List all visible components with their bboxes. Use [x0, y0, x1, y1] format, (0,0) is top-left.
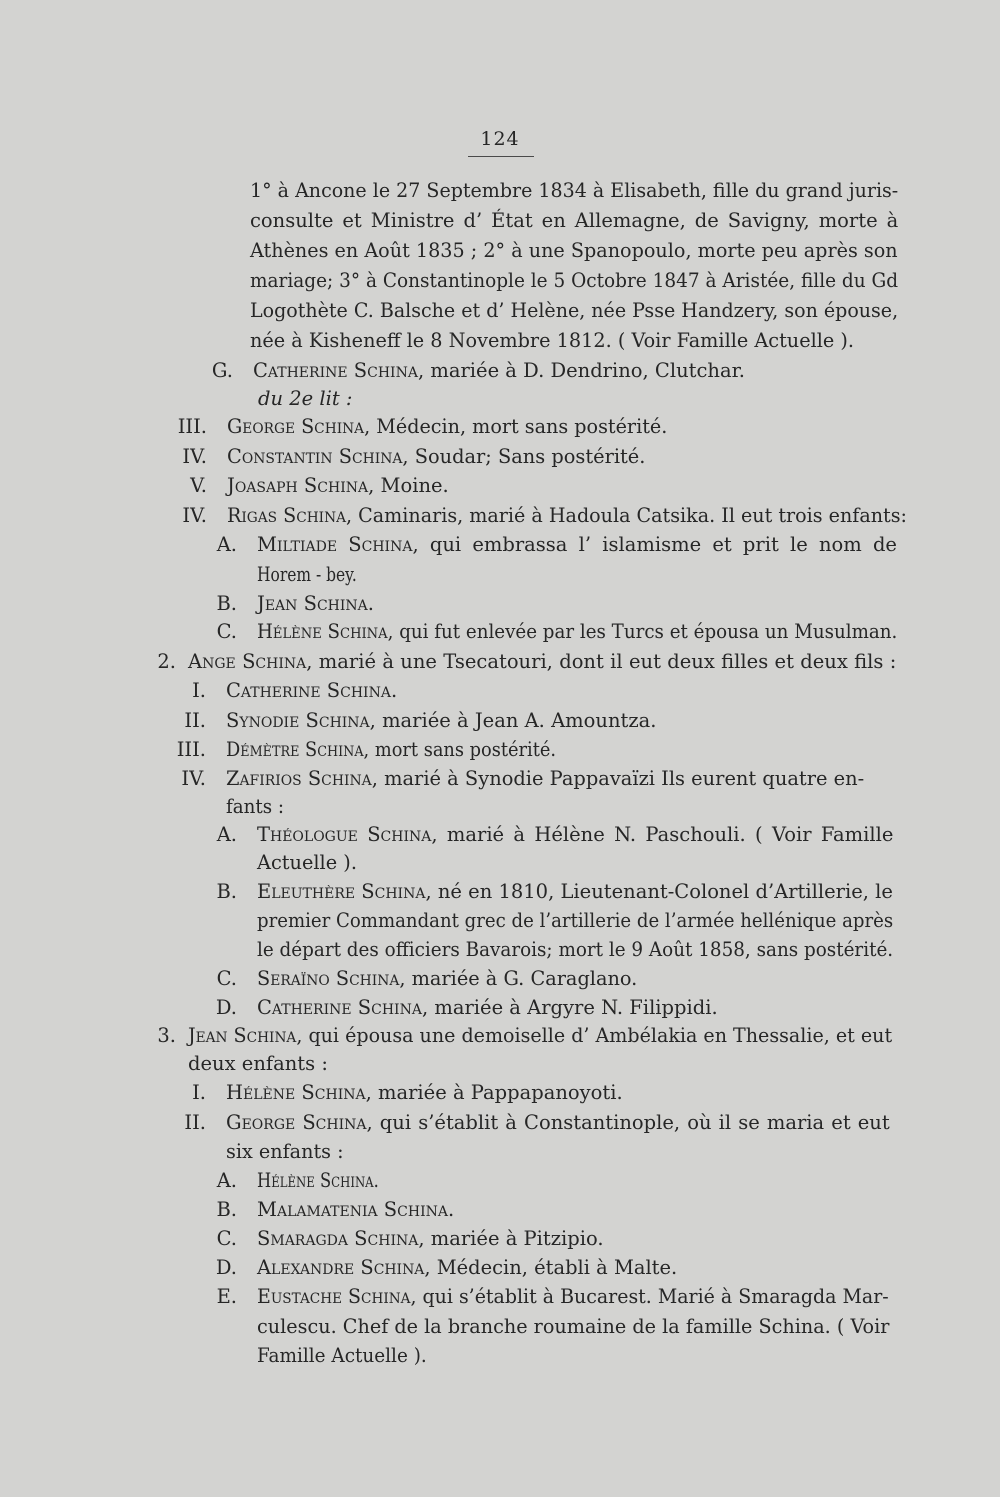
entry-marker: I.: [192, 679, 206, 702]
text-line: [226, 678, 397, 704]
text-line: [250, 178, 898, 204]
text-line: [257, 1255, 677, 1281]
line-text: , qui s’établit à Bucarest. Marié à Smaragda Mar-: [410, 1285, 889, 1308]
text-line: [250, 328, 854, 354]
line-text: , qui embrassa l’ islamisme et prit le nom de: [412, 533, 897, 556]
text-line: [227, 414, 667, 440]
entry-marker: D.: [215, 996, 237, 1019]
text-line: [257, 937, 893, 963]
line-text: , Moine.: [368, 474, 449, 497]
person-name: Synodie Schina: [226, 709, 370, 732]
text-line: [227, 503, 907, 529]
line-text: , mariée à Jean A. Amountza.: [369, 709, 657, 732]
line-text: , Médecin, mort sans postérité.: [364, 415, 668, 438]
text-line: [257, 822, 893, 848]
text-line: [250, 298, 898, 324]
line-text: mariage; 3° à Constantinople le 5 Octobre 1847 à Aristée, fille du Gd: [250, 269, 899, 292]
line-text: deux enfants :: [188, 1052, 328, 1075]
person-name: Rigas Schina: [227, 504, 347, 527]
line-text: , Médecin, établi à Malte.: [424, 1256, 678, 1279]
line-text: du 2e lit :: [258, 387, 353, 410]
text-line: [226, 737, 556, 763]
text-line: [250, 238, 898, 264]
person-name: Zafirios Schina: [226, 767, 372, 790]
person-name: Catherine Schina: [253, 359, 418, 382]
line-text: Athènes en Août 1835 ; 2° à une Spanopoulo, morte peu après son: [250, 239, 898, 262]
text-line: [227, 473, 449, 499]
text-line: [250, 208, 898, 234]
line-text: , marié à Synodie Pappavaïzi Ils eurent quatre en-: [371, 767, 865, 790]
person-name: Alexandre Schina: [257, 1256, 425, 1279]
person-name: Smaragda Schina: [257, 1227, 419, 1250]
entry-marker: E.: [216, 1285, 237, 1308]
text-line: [257, 562, 357, 588]
entry-marker: 2.: [157, 650, 176, 673]
person-name: Malamatenia Schina: [257, 1198, 448, 1221]
person-name: Catherine Schina: [257, 996, 422, 1019]
text-line: [257, 966, 637, 992]
text-line: [258, 386, 352, 412]
text-line: [253, 358, 745, 384]
line-text: .: [373, 1169, 379, 1192]
text-line: [257, 1168, 379, 1194]
text-line: [257, 995, 718, 1021]
person-name: Hélène Schina: [226, 1081, 366, 1104]
text-line: [226, 708, 656, 734]
entry-marker: IV.: [182, 504, 207, 527]
entry-marker: II.: [184, 709, 206, 732]
text-line: [257, 591, 374, 617]
text-line: [188, 649, 896, 675]
text-line: [226, 794, 284, 820]
person-name: Eustache Schina: [257, 1285, 411, 1308]
line-text: le départ des officiers Bavarois; mort le 9 Août 1858, sans postérité.: [257, 938, 894, 961]
person-name: Eleuthère Schina: [257, 880, 426, 903]
entry-marker: V.: [190, 474, 207, 497]
person-name: Ange Schina: [188, 650, 307, 673]
entry-marker: C.: [216, 967, 237, 990]
text-line: [257, 850, 357, 876]
person-name: Catherine Schina: [226, 679, 391, 702]
entry-marker: G.: [211, 359, 233, 382]
line-text: .: [390, 679, 398, 702]
text-line: [257, 879, 893, 905]
text-line: [226, 766, 864, 792]
entry-marker: D.: [215, 1256, 237, 1279]
entry-marker: III.: [177, 415, 207, 438]
entry-marker: IV.: [181, 767, 206, 790]
line-text: fants :: [226, 795, 285, 818]
entry-marker: III.: [176, 738, 206, 761]
line-text: , qui s’établit à Constantinople, où il se maria et eut: [366, 1111, 890, 1134]
line-text: , mort sans postérité.: [363, 738, 557, 761]
entry-marker: I.: [192, 1081, 206, 1104]
text-line: [188, 1023, 892, 1049]
person-name: Démètre Schina: [226, 738, 364, 761]
line-text: , né en 1810, Lieutenant-Colonel d’Artillerie, le: [425, 880, 893, 903]
line-text: , mariée à Pitzipio.: [418, 1227, 604, 1250]
person-name: Jean Schina: [257, 592, 368, 615]
person-name: Hélène Schina: [257, 620, 388, 643]
page-number: 124: [480, 128, 520, 150]
person-name: Hélène Schina: [257, 1169, 374, 1192]
entry-marker: A.: [216, 823, 237, 846]
line-text: , mariée à Pappapanoyoti.: [365, 1081, 623, 1104]
text-line: [250, 268, 898, 294]
line-text: , Soudar; Sans postérité.: [402, 445, 646, 468]
text-line: [257, 619, 897, 645]
person-name: Constantin Schina: [227, 445, 403, 468]
line-text: 1° à Ancone le 27 Septembre 1834 à Elisabeth, fille du grand juris-: [250, 179, 899, 202]
text-line: [257, 1226, 604, 1252]
entry-marker: B.: [216, 1198, 237, 1221]
line-text: , mariée à Argyre N. Filippidi.: [421, 996, 718, 1019]
text-line: [226, 1139, 344, 1165]
text-line: [257, 532, 897, 558]
line-text: , Caminaris, marié à Hadoula Catsika. Il eut trois enfants:: [346, 504, 907, 527]
line-text: , mariée à D. Dendrino, Clutchar.: [417, 359, 745, 382]
line-text: , qui fut enlevée par les Turcs et épousa un Musulman.: [387, 620, 898, 643]
line-text: six enfants :: [226, 1140, 344, 1163]
person-name: George Schina: [227, 415, 365, 438]
line-text: née à Kisheneff le 8 Novembre 1812. ( Voir Famille Actuelle ).: [250, 329, 855, 352]
line-text: .: [447, 1198, 455, 1221]
line-text: premier Commandant grec de l’artillerie de l’armée hellénique après: [257, 909, 894, 932]
entry-marker: II.: [184, 1111, 206, 1134]
line-text: Horem - bey.: [257, 563, 357, 586]
entry-marker: IV.: [182, 445, 207, 468]
person-name: Joasaph Schina: [227, 474, 369, 497]
text-line: [257, 908, 893, 934]
text-line: [226, 1110, 890, 1136]
entry-marker: A.: [216, 1169, 237, 1192]
person-name: Seraïno Schina: [257, 967, 400, 990]
text-line: [188, 1051, 328, 1077]
text-line: [226, 1080, 623, 1106]
person-name: George Schina: [226, 1111, 367, 1134]
line-text: , marié à une Tsecatouri, dont il eut deux filles et deux fils :: [306, 650, 897, 673]
line-text: consulte et Ministre d’ État en Allemagne, de Savigny, morte à: [250, 209, 899, 232]
text-line: [257, 1343, 427, 1369]
entry-marker: C.: [216, 1227, 237, 1250]
entry-marker: B.: [216, 592, 237, 615]
line-text: , marié à Hélène N. Paschouli. ( Voir Famille: [431, 823, 894, 846]
person-name: Miltiade Schina: [257, 533, 413, 556]
person-name: Jean Schina: [188, 1024, 297, 1047]
entry-marker: C.: [216, 620, 237, 643]
person-name: Théologue Schina: [257, 823, 432, 846]
line-text: Famille Actuelle ).: [257, 1344, 427, 1367]
text-line: [257, 1314, 889, 1340]
text-line: [257, 1284, 889, 1310]
line-text: Logothète C. Balsche et d’ Helène, née Psse Handzery, son épouse,: [250, 299, 899, 322]
text-line: [257, 1197, 454, 1223]
entry-marker: A.: [216, 533, 237, 556]
line-text: , qui épousa une demoiselle d’ Ambélakia en Thessalie, et eut: [296, 1024, 893, 1047]
line-text: culescu. Chef de la branche roumaine de la famille Schina. ( Voir: [257, 1315, 890, 1338]
entry-marker: B.: [216, 880, 237, 903]
line-text: Actuelle ).: [257, 851, 357, 874]
line-text: , mariée à G. Caraglano.: [399, 967, 638, 990]
line-text: .: [367, 592, 374, 615]
text-line: [227, 444, 645, 470]
entry-marker: 3.: [157, 1024, 176, 1047]
